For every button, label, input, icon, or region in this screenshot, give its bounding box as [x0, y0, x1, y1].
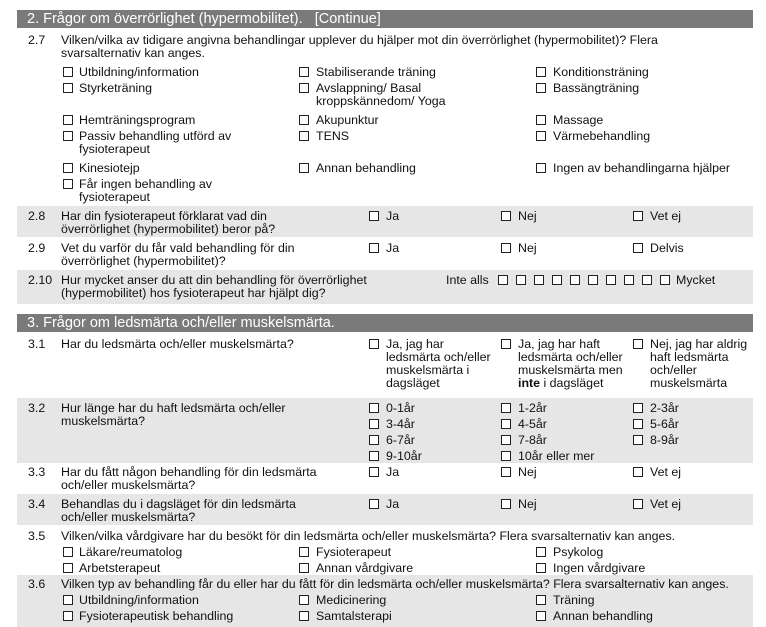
option-label: Ingen av behandlingarna hjälper [553, 161, 731, 175]
option-label: ledsmärta och/eller [386, 350, 491, 364]
scale-checkbox[interactable] [606, 275, 616, 285]
option-label: Fysioterapeutisk behandling [79, 609, 234, 623]
checkbox-akupunktur[interactable] [299, 115, 309, 125]
question-number: 3.3 [28, 465, 46, 479]
checkbox-medicinering[interactable] [299, 595, 309, 605]
question-number: 2.8 [28, 209, 46, 223]
option-label: Ja [386, 241, 400, 255]
checkbox-ja-haft[interactable] [501, 339, 511, 349]
option-label: Träning [553, 593, 595, 607]
checkbox-ingenav[interactable] [536, 163, 546, 173]
option-label: Ja [386, 465, 400, 479]
option-label: haft ledsmärta [650, 350, 729, 364]
option-label: Passiv behandling utförd av [79, 129, 232, 143]
question-text: överrörlighet (hypermobilitet)? [61, 254, 226, 268]
option-label: Ja [386, 497, 400, 511]
question-text: Hur länge har du haft ledsmärta och/eller [61, 401, 286, 415]
checkbox-hemtraning[interactable] [63, 115, 73, 125]
option-label: och/eller [650, 363, 697, 377]
checkbox-4-5[interactable] [501, 419, 511, 429]
checkbox-vetej[interactable] [633, 211, 643, 221]
option-label: Hemträningsprogram [79, 113, 196, 127]
option-label: Får ingen behandling av [79, 177, 212, 191]
option-label: 7-8år [518, 433, 547, 447]
scale-checkbox[interactable] [588, 275, 598, 285]
option-label: kroppskännedom/ Yoga [316, 94, 446, 108]
question-number: 3.2 [28, 401, 46, 415]
option-label: muskelsmärta i [386, 363, 470, 377]
option-label: Delvis [650, 241, 684, 255]
option-label: muskelsmärta men [518, 363, 623, 377]
scale-low-label: Inte alls [446, 273, 489, 287]
option-label: Samtalsterapi [316, 609, 392, 623]
scale-checkbox[interactable] [552, 275, 562, 285]
option-label: Fysioterapeut [316, 545, 392, 559]
option-label: Värmebehandling [553, 129, 651, 143]
checkbox-0-1[interactable] [369, 403, 379, 413]
scale-checkbox[interactable] [624, 275, 634, 285]
option-label: 6-7år [386, 433, 415, 447]
option-label: Nej [518, 241, 537, 255]
option-label: Ingen vårdgivare [553, 561, 646, 575]
question-text: (hypermobilitet) hos fysioterapeut har hjälpt dig? [61, 286, 326, 300]
question-number: 2.10 [28, 273, 53, 287]
checkbox-1-2[interactable] [501, 403, 511, 413]
option-label: Vet ej [650, 497, 682, 511]
checkbox-passiv[interactable] [63, 131, 73, 141]
section-2-header: 2. Frågor om överrörlighet (hypermobilitet). [Continue] [17, 10, 753, 28]
checkbox-delvis[interactable] [633, 243, 643, 253]
checkbox-lakare[interactable] [63, 547, 73, 557]
checkbox-tens[interactable] [299, 131, 309, 141]
option-label: Arbetsterapeut [79, 561, 161, 575]
checkbox-samtalsterapi[interactable] [299, 611, 309, 621]
checkbox-massage[interactable] [536, 115, 546, 125]
option-label: 1-2år [518, 401, 547, 415]
question-number: 2.7 [28, 33, 46, 47]
checkbox-ja[interactable] [369, 467, 379, 477]
option-label: Styrketräning [79, 81, 153, 95]
checkbox-7-8[interactable] [501, 435, 511, 445]
scale-checkbox[interactable] [642, 275, 652, 285]
option-label: Nej [518, 209, 537, 223]
checkbox-vetej[interactable] [633, 499, 643, 509]
option-label: Utbildning/information [79, 593, 199, 607]
checkbox-nej[interactable] [501, 499, 511, 509]
option-label: muskelsmärta [650, 376, 728, 390]
checkbox-annan-vardgivare[interactable] [299, 563, 309, 573]
checkbox-annan[interactable] [299, 163, 309, 173]
scale-checkbox[interactable] [498, 275, 508, 285]
option-label: 9-10år [386, 449, 422, 463]
checkbox-ja-har[interactable] [369, 339, 379, 349]
question-number: 2.9 [28, 241, 46, 255]
option-label: 0-1år [386, 401, 415, 415]
checkbox-psykolog[interactable] [536, 547, 546, 557]
checkbox-varme[interactable] [536, 131, 546, 141]
section-3-header: 3. Frågor om ledsmärta och/eller muskelsmärta. [17, 314, 753, 332]
checkbox-2-3[interactable] [633, 403, 643, 413]
option-label: Medicinering [316, 593, 387, 607]
checkbox-faringen[interactable] [63, 179, 73, 189]
question-number: 3.4 [28, 497, 46, 511]
question-text: och/eller muskelsmärta? [61, 510, 196, 524]
checkbox-stabiliserande[interactable] [299, 67, 309, 77]
checkbox-nej[interactable] [501, 467, 511, 477]
option-label: Ja, jag har haft [518, 337, 600, 351]
checkbox-ja[interactable] [369, 499, 379, 509]
checkbox-nej[interactable] [501, 243, 511, 253]
checkbox-vetej[interactable] [633, 467, 643, 477]
question-number: 3.1 [28, 337, 46, 351]
checkbox-ingen-vardgivare[interactable] [536, 563, 546, 573]
option-label: Nej [518, 465, 537, 479]
checkbox-arbetsterapeut[interactable] [63, 563, 73, 573]
question-text: Hur mycket anser du att din behandling för överrörlighet [61, 273, 367, 287]
checkbox-annan-behandling[interactable] [536, 611, 546, 621]
option-label: 5-6år [650, 417, 679, 431]
scale-checkbox[interactable] [534, 275, 544, 285]
option-label: Stabiliserande träning [316, 65, 436, 79]
option-label: Avslappning/ Basal [316, 81, 422, 95]
option-label: Annan behandling [316, 161, 416, 175]
option-label: Kinesiotejp [79, 161, 140, 175]
question-number: 3.6 [28, 577, 46, 591]
question-text: muskelsmärta? [61, 414, 146, 428]
option-label: ledsmärta och/eller [518, 350, 623, 364]
question-text: svarsalternativ kan anges. [61, 46, 205, 60]
checkbox-3-4[interactable] [369, 419, 379, 429]
checkbox-ja[interactable] [369, 211, 379, 221]
option-label: Nej [518, 497, 537, 511]
option-label: Massage [553, 113, 604, 127]
option-label: dagsläget [386, 376, 440, 390]
question-text: Vet du varför du får vald behandling för din [61, 241, 295, 255]
checkbox-9-10[interactable] [369, 451, 379, 461]
option-label: Läkare/reumatolog [79, 545, 183, 559]
option-label: TENS [316, 129, 350, 143]
question-text: Vilken/vilka vårdgivare har du besökt för din ledsmärta och/eller muskelsmärta? Flera svarsalternativ kan anges. [61, 529, 676, 543]
option-label: fysioterapeut [79, 190, 150, 204]
question-text: överrörlighet (hypermobilitet) beror på? [61, 222, 276, 236]
checkbox-8-9[interactable] [633, 435, 643, 445]
option-label: Vet ej [650, 209, 682, 223]
option-label: Bassängträning [553, 81, 640, 95]
option-label: fysioterapeut [79, 142, 150, 156]
question-text: Vilken typ av behandling får du eller har du fått för din ledsmärta och/eller muskelsmärta? Flera svarsalternativ kan anges. [61, 577, 729, 591]
option-label: Vet ej [650, 465, 682, 479]
checkbox-ja[interactable] [369, 243, 379, 253]
checkbox-utbildning[interactable] [63, 67, 73, 77]
checkbox-nej[interactable] [501, 211, 511, 221]
option-label: Annan vårdgivare [316, 561, 414, 575]
checkbox-avslappning[interactable] [299, 83, 309, 93]
option-label: 2-3år [650, 401, 679, 415]
continue-link[interactable]: [Continue] [314, 11, 381, 27]
question-text: Har din fysioterapeut förklarat vad din [61, 209, 267, 223]
option-label: 10år eller mer [518, 449, 595, 463]
question-text: och/eller muskelsmärta? [61, 478, 196, 492]
checkbox-6-7[interactable] [369, 435, 379, 445]
checkbox-fysioterapeutisk[interactable] [63, 611, 73, 621]
option-label: Ja [386, 209, 400, 223]
option-label: inte i dagsläget [518, 376, 604, 390]
checkbox-kondition[interactable] [536, 67, 546, 77]
scale-checkbox[interactable] [570, 275, 580, 285]
question-text: Har du fått någon behandling för din ledsmärta [61, 465, 317, 479]
checkbox-kinesiotejp[interactable] [63, 163, 73, 173]
option-label: Konditionsträning [553, 65, 649, 79]
option-label: Akupunktur [316, 113, 379, 127]
option-label: 3-4år [386, 417, 415, 431]
scale-checkbox[interactable] [660, 275, 670, 285]
option-label: 4-5år [518, 417, 547, 431]
checkbox-nej-aldrig[interactable] [633, 339, 643, 349]
option-label: Psykolog [553, 545, 604, 559]
option-label: Ja, jag har [386, 337, 444, 351]
option-label: Nej, jag har aldrig [650, 337, 748, 351]
checkbox-utbildning[interactable] [63, 595, 73, 605]
checkbox-bassang[interactable] [536, 83, 546, 93]
scale-high-label: Mycket [676, 273, 716, 287]
question-text: Har du ledsmärta och/eller muskelsmärta? [61, 337, 294, 351]
checkbox-5-6[interactable] [633, 419, 643, 429]
question-text: Behandlas du i dagsläget för din ledsmärta [61, 497, 296, 511]
option-label: Utbildning/information [79, 65, 199, 79]
option-label: 8-9år [650, 433, 679, 447]
checkbox-traning[interactable] [536, 595, 546, 605]
checkbox-styrke[interactable] [63, 83, 73, 93]
question-number: 3.5 [28, 529, 46, 543]
checkbox-10-plus[interactable] [501, 451, 511, 461]
scale-checkbox[interactable] [516, 275, 526, 285]
question-text: Vilken/vilka av tidigare angivna behandlingar upplever du hjälper mot din överrörlighet (hypermobilitet)? Flera [61, 33, 658, 47]
option-label: Annan behandling [553, 609, 653, 623]
checkbox-fysioterapeut[interactable] [299, 547, 309, 557]
